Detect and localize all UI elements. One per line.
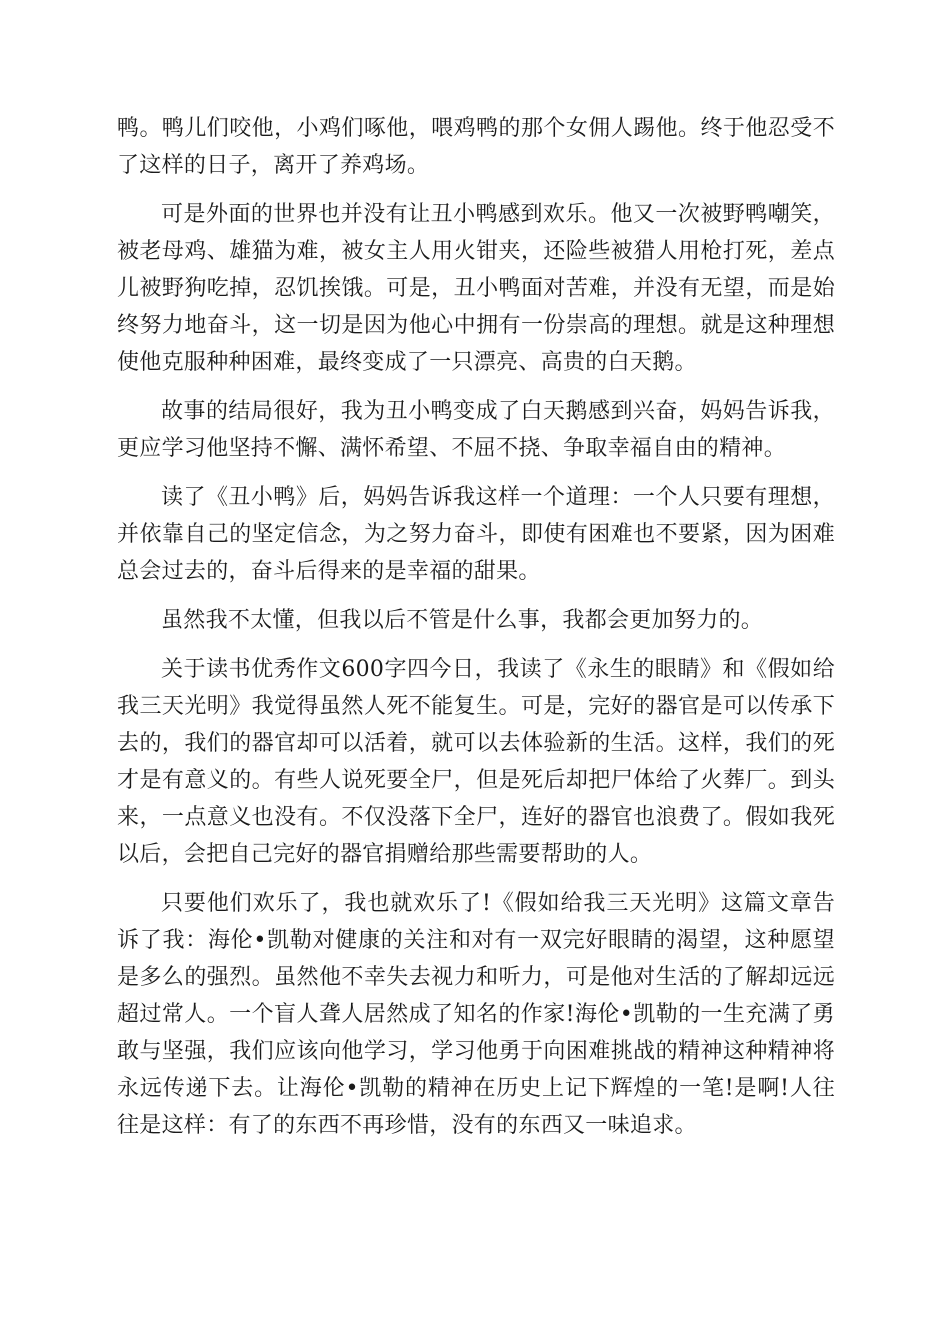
paragraph-3: 故事的结局很好，我为丑小鸭变成了白天鹅感到兴奋，妈妈告诉我，更应学习他坚持不懈、满怀希望、不屈不挠、争取幸福自由的精神。 [117,399,835,461]
text-body [117,110,835,1144]
paragraph-7: 只要他们欢乐了，我也就欢乐了!《假如给我三天光明》这篇文章告诉了我：海伦•凯勒对健康的关注和对有一双完好眼睛的渴望，这种愿望是多么的强烈。虽然他不幸失去视力和听力，可是他对生活的了解却远远超过常人。一个盲人聋人居然成了知名的作家!海伦•凯勒的一生充满了勇敢与坚强，我们应该向他学习，学习他勇于向困难挑战的精神这种精神将永远传递下去。让海伦•凯勒的精神在历史上记下辉煌的一笔!是啊!人往往是这样：有了的东西不再珍惜，没有的东西又一味追求。 [117,891,835,1138]
paragraph-2: 可是外面的世界也并没有让丑小鸭感到欢乐。他又一次被野鸭嘲笑，被老母鸡、雄猫为难，被女主人用火钳夹，还险些被猎人用枪打死，差点儿被野狗吃掉，忍饥挨饿。可是，丑小鸭面对苦难，并没有无望，而是始终努力地奋斗，这一切是因为他心中拥有一份崇高的理想。就是这种理想使他克服种种困难，最终变成了一只漂亮、高贵的白天鹅。 [117,202,835,375]
paragraph-1: 鸭。鸭儿们咬他，小鸡们啄他，喂鸡鸭的那个女佣人踢他。终于他忍受不了这样的日子，离开了养鸡场。 [117,116,835,178]
paragraph-4: 读了《丑小鸭》后，妈妈告诉我这样一个道理：一个人只要有理想，并依靠自己的坚定信念，为之努力奋斗，即使有困难也不要紧，因为困难总会过去的，奋斗后得来的是幸福的甜果。 [117,485,835,584]
paragraph-6: 关于读书优秀作文600字四今日，我读了《永生的眼睛》和《假如给我三天光明》我觉得虽然人死不能复生。可是，完好的器官是可以传承下去的，我们的器官却可以活着，就可以去体验新的生活。这样，我们的死才是有意义的。有些人说死要全尸，但是死后却把尸体给了火葬厂。到头来，一点意义也没有。不仅没落下全尸，连好的器官也浪费了。假如我死以后，会把自己完好的器官捐赠给那些需要帮助的人。 [117,657,835,867]
paragraph-5: 虽然我不太懂，但我以后不管是什么事，我都会更加努力的。 [161,608,764,633]
